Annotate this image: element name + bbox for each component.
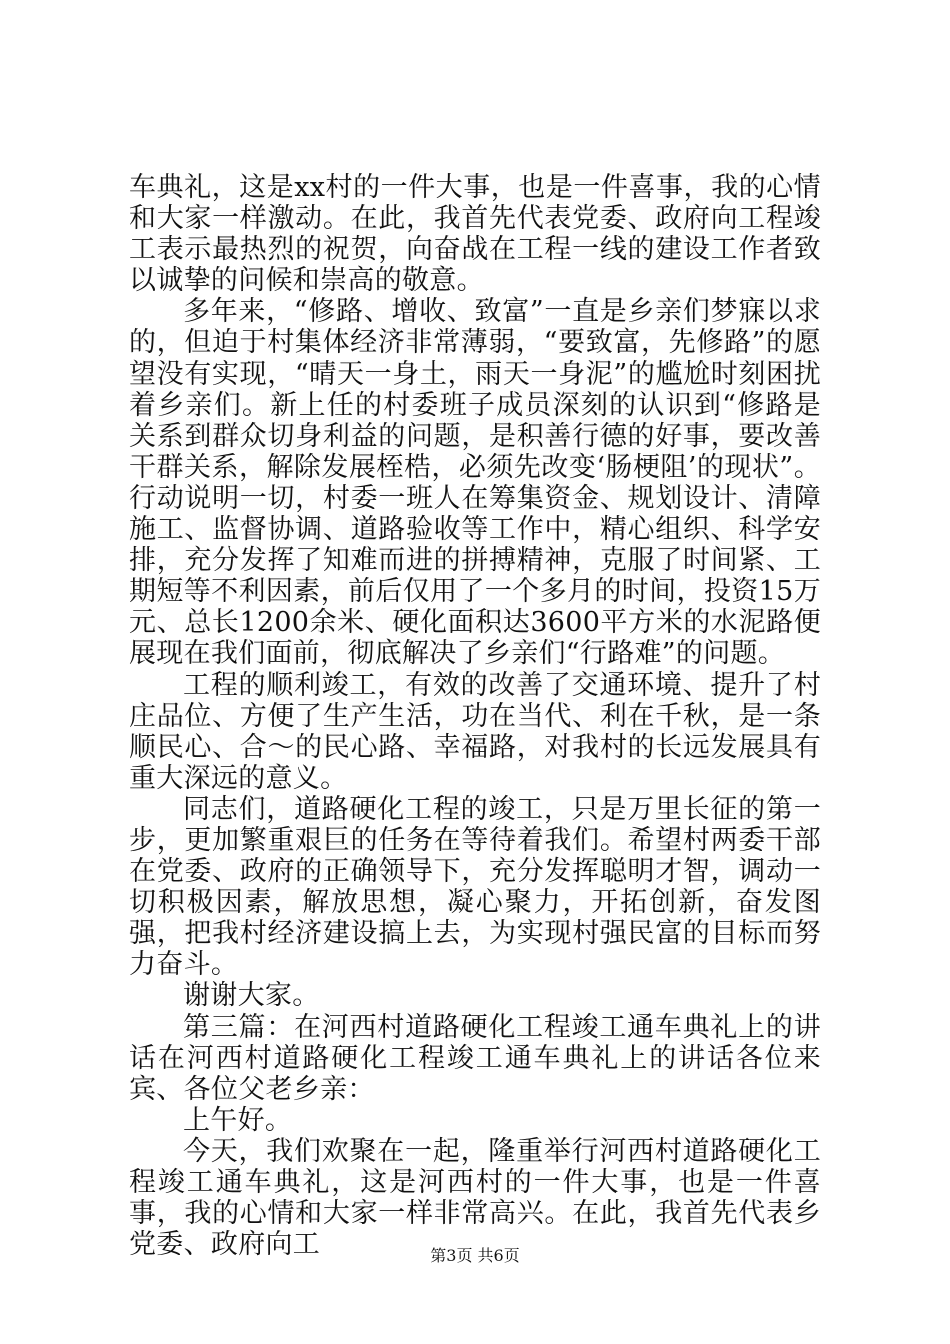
document-body bbox=[129, 172, 821, 1260]
paragraph-7: 上午好。 bbox=[183, 1104, 293, 1136]
paragraph-8: 今天，我们欢聚在一起，隆重举行河西村道路硬化工程竣工通车典礼，这是河西村的一件大事，也是一件喜事，我的心情和大家一样非常高兴。在此，我首先代表乡党委、政府向工 bbox=[129, 1135, 821, 1261]
paragraph-1: 车典礼，这是xx村的一件大事，也是一件喜事，我的心情和大家一样激动。在此，我首先代表党委、政府向工程竣工表示最热烈的祝贺，向奋战在工程一线的建设工作者致以诚挚的问候和崇高的敬意。 bbox=[129, 172, 821, 297]
paragraph-5: 谢谢大家。 bbox=[183, 980, 320, 1012]
paragraph-6: 第三篇：在河西村道路硬化工程竣工通车典礼上的讲话在河西村道路硬化工程竣工通车典礼上的讲话各位来宾、各位父老乡亲： bbox=[129, 1011, 821, 1105]
page-footer: 第3页 共6页 bbox=[430, 1246, 520, 1265]
paragraph-4: 同志们，道路硬化工程的竣工，只是万里长征的第一步，更加繁重艰巨的任务在等待着我们。希望村两委干部在党委、政府的正确领导下，充分发挥聪明才智，调动一切积极因素，解放思想，凝心聚力，开拓创新，奋发图强，把我村经济建设搞上去，为实现村强民富的目标而努力奋斗。 bbox=[129, 793, 821, 981]
paragraph-3: 工程的顺利竣工，有效的改善了交通环境、提升了村庄品位、方便了生产生活，功在当代、利在千秋，是一条顺民心、合～的民心路、幸福路，对我村的长远发展具有重大深远的意义。 bbox=[129, 669, 821, 794]
paragraph-2: 多年来，“修路、增收、致富”一直是乡亲们梦寐以求的，但迫于村集体经济非常薄弱，“要致富，先修路”的愿望没有实现，“晴天一身土，雨天一身泥”的尴尬时刻困扰着乡亲们。新上任的村委班子成员深刻的认识到“修路是关系到群众切身利益的问题，是积善行德的好事，要改善干群关系，解除发展桎梏，必须先改变‘肠梗阻’的现状”。行动说明一切，村委一班人在筹集资金、规划设计、清障施工、监督协调、道路验收等工作中，精心组织、科学安排，充分发挥了知难而进的拼搏精神，克服了时间紧、工期短等不利因素，前后仅用了一个多月的时间，投资15万元、总长1200余米、硬化面积达3600平方米的水泥路便展现在我们面前，彻底解决了乡亲们“行路难”的问题。 bbox=[129, 296, 821, 670]
